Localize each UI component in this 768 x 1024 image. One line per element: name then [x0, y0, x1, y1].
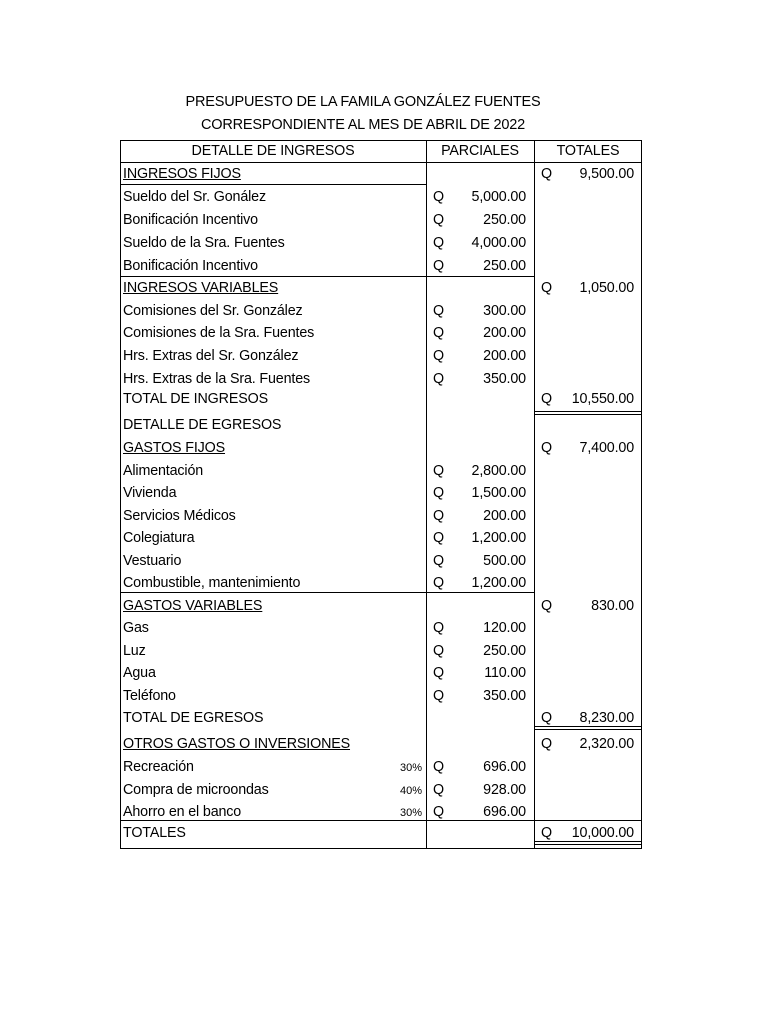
partial-amount: 200.00: [483, 348, 526, 364]
total-currency: Q: [541, 736, 552, 752]
section-underline: [120, 184, 426, 185]
partial-amount: 696.00: [483, 759, 526, 775]
row-label: Recreación: [123, 759, 194, 775]
partial-currency: Q: [433, 325, 444, 341]
row-label: Ahorro en el banco: [123, 804, 242, 820]
row-label: INGRESOS FIJOS: [123, 166, 241, 182]
row-label: Vivienda: [123, 485, 177, 501]
partial-amount: 928.00: [483, 782, 526, 798]
partial-currency: Q: [433, 688, 444, 704]
row-label: Gas: [123, 620, 149, 636]
partial-currency: Q: [433, 804, 444, 820]
row-label: Sueldo de la Sra. Fuentes: [123, 235, 285, 251]
partial-amount: 500.00: [483, 553, 526, 569]
partial-amount: 250.00: [483, 643, 526, 659]
row-label: Luz: [123, 643, 146, 659]
total-currency: Q: [541, 280, 552, 296]
document-subtitle: CORRESPONDIENTE AL MES DE ABRIL DE 2022: [201, 117, 525, 133]
section-separator: [120, 276, 426, 277]
partial-currency: Q: [433, 782, 444, 798]
row-percentage: 30%: [399, 807, 422, 819]
header-parciales: PARCIALES: [441, 143, 519, 159]
row-label: OTROS GASTOS O INVERSIONES: [123, 736, 351, 752]
total-amount: 830.00: [591, 598, 634, 614]
total-currency: Q: [541, 825, 552, 841]
row-label: Colegiatura: [123, 530, 195, 546]
row-label: Bonificación Incentivo: [123, 258, 258, 274]
row-label: Hrs. Extras de la Sra. Fuentes: [123, 371, 310, 387]
budget-table: [120, 140, 642, 849]
partial-currency: Q: [433, 212, 444, 228]
table-left-border: [120, 140, 121, 849]
partial-currency: Q: [433, 665, 444, 681]
section-separator: [120, 592, 426, 593]
total-amount: 8,230.00: [579, 710, 634, 726]
partial-currency: Q: [433, 258, 444, 274]
total-currency: Q: [541, 166, 552, 182]
header-separator: [120, 162, 642, 163]
row-label: GASTOS FIJOS: [123, 440, 226, 456]
row-label: Agua: [123, 665, 156, 681]
partial-amount: 1,200.00: [471, 575, 526, 591]
total-amount: 9,500.00: [579, 166, 634, 182]
partial-subtotal-line: [426, 276, 534, 277]
partial-currency: Q: [433, 463, 444, 479]
row-label: Vestuario: [123, 553, 182, 569]
partial-currency: Q: [433, 530, 444, 546]
row-label: TOTAL DE EGRESOS: [123, 710, 264, 726]
total-amount: 10,550.00: [571, 391, 634, 407]
partial-amount: 300.00: [483, 303, 526, 319]
document-title: PRESUPUESTO DE LA FAMILA GONZÁLEZ FUENTES: [185, 94, 541, 110]
partial-amount: 250.00: [483, 212, 526, 228]
row-label: Alimentación: [123, 463, 204, 479]
total-currency: Q: [541, 391, 552, 407]
row-label: GASTOS VARIABLES: [123, 598, 263, 614]
column-divider-detail: [426, 140, 427, 849]
partial-currency: Q: [433, 643, 444, 659]
total-double-line: [534, 411, 642, 415]
row-label: Bonificación Incentivo: [123, 212, 258, 228]
row-label: Hrs. Extras del Sr. González: [123, 348, 299, 364]
partial-currency: Q: [433, 303, 444, 319]
row-label: TOTAL DE INGRESOS: [123, 391, 268, 407]
partial-amount: 4,000.00: [471, 235, 526, 251]
table-right-border: [641, 140, 642, 849]
partial-currency: Q: [433, 508, 444, 524]
row-label: Compra de microondas: [123, 782, 269, 798]
partial-currency: Q: [433, 620, 444, 636]
row-label: TOTALES: [123, 825, 186, 841]
row-label: Comisiones de la Sra. Fuentes: [123, 325, 315, 341]
row-label: INGRESOS VARIABLES: [123, 280, 279, 296]
partial-currency: Q: [433, 553, 444, 569]
column-divider-partials: [534, 140, 535, 849]
partial-currency: Q: [433, 235, 444, 251]
row-label: Comisiones del Sr. González: [123, 303, 303, 319]
row-label: Servicios Médicos: [123, 508, 236, 524]
total-currency: Q: [541, 440, 552, 456]
row-percentage: 30%: [399, 762, 422, 774]
table-bottom-border: [120, 848, 642, 849]
partial-amount: 1,500.00: [471, 485, 526, 501]
partial-amount: 110.00: [484, 665, 526, 681]
partial-amount: 5,000.00: [471, 189, 526, 205]
total-currency: Q: [541, 598, 552, 614]
row-label: Teléfono: [123, 688, 176, 704]
partial-currency: Q: [433, 485, 444, 501]
partial-amount: 200.00: [483, 508, 526, 524]
row-percentage: 40%: [399, 785, 422, 797]
partial-amount: 250.00: [483, 258, 526, 274]
partial-amount: 200.00: [483, 325, 526, 341]
partial-amount: 2,800.00: [471, 463, 526, 479]
total-amount: 10,000.00: [571, 825, 634, 841]
table-top-border: [120, 140, 642, 141]
partial-currency: Q: [433, 575, 444, 591]
total-amount: 1,050.00: [579, 280, 634, 296]
partial-currency: Q: [433, 189, 444, 205]
header-detalle: DETALLE DE INGRESOS: [191, 143, 355, 159]
row-label: Combustible, mantenimiento: [123, 575, 301, 591]
partial-amount: 696.00: [483, 804, 526, 820]
row-label: DETALLE DE EGRESOS: [123, 417, 282, 433]
partial-amount: 120.00: [483, 620, 526, 636]
partial-subtotal-line: [426, 592, 534, 593]
partial-currency: Q: [433, 348, 444, 364]
total-amount: 2,320.00: [579, 736, 634, 752]
row-label: Sueldo del Sr. Gonález: [123, 189, 266, 205]
partial-amount: 1,200.00: [471, 530, 526, 546]
partial-amount: 350.00: [483, 688, 526, 704]
partial-currency: Q: [433, 759, 444, 775]
partial-currency: Q: [433, 371, 444, 387]
total-amount: 7,400.00: [579, 440, 634, 456]
partial-amount: 350.00: [483, 371, 526, 387]
header-totales: TOTALES: [556, 143, 620, 159]
total-currency: Q: [541, 710, 552, 726]
